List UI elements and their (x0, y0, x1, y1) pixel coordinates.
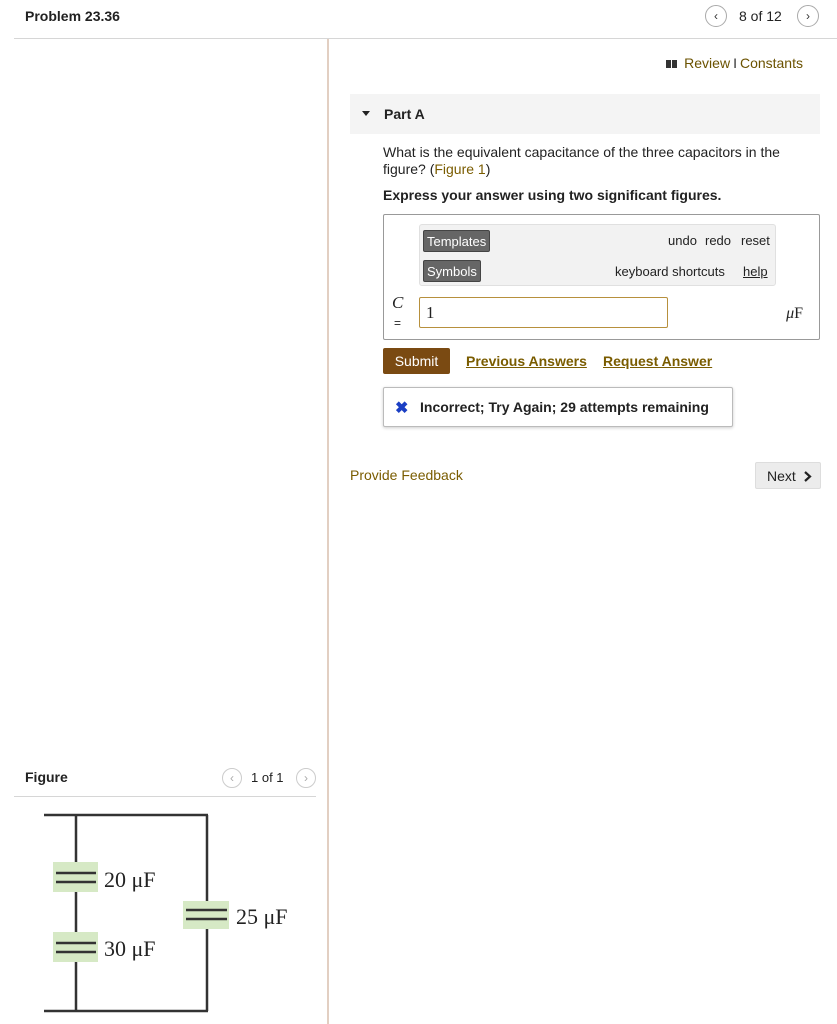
instruction-text: Express your answer using two significant figures. (383, 187, 722, 203)
book-icon (666, 55, 678, 63)
chevron-left-icon: ‹ (714, 9, 718, 23)
prev-problem-button[interactable] (705, 5, 727, 27)
header-divider (14, 38, 837, 39)
caret-down-icon (362, 111, 370, 116)
figure-pager: 1 of 1 (251, 770, 284, 785)
part-a-header[interactable] (350, 94, 820, 134)
capacitor-30 (53, 932, 98, 962)
chevron-left-icon: ‹ (230, 771, 234, 785)
answer-box (383, 214, 820, 340)
unit-prefix: μ (786, 305, 795, 322)
page-indicator: 8 of 12 (739, 8, 782, 24)
answer-input[interactable] (419, 297, 668, 328)
capacitor-label-30: 30 μF (104, 936, 156, 961)
figure-title: Figure (25, 769, 68, 785)
separator: I (733, 55, 737, 71)
question-body: What is the equivalent capacitance of the three capacitors in the figure? ( (383, 144, 780, 177)
chevron-right-icon: › (304, 771, 308, 785)
part-label: Part A (384, 106, 425, 122)
question-text (383, 144, 813, 178)
constants-link[interactable]: Constants (739, 55, 803, 71)
top-bar (0, 0, 837, 38)
figure-prev-button[interactable] (222, 768, 242, 788)
question-close: ) (485, 161, 491, 177)
redo-button[interactable]: redo (705, 233, 732, 248)
reset-button[interactable]: reset (741, 233, 770, 248)
answer-unit (786, 305, 803, 323)
panel-divider[interactable] (327, 39, 329, 1024)
request-answer-link[interactable]: Request Answer (603, 353, 713, 369)
figure-link[interactable]: Figure 1 (434, 161, 486, 177)
provide-feedback-link[interactable]: Provide Feedback (350, 467, 463, 483)
undo-button[interactable]: undo (668, 233, 697, 248)
feedback-message: Incorrect; Try Again; 29 attempts remaining (420, 399, 709, 415)
answer-variable: C (392, 293, 404, 312)
figure-next-button[interactable] (296, 768, 316, 788)
symbols-button[interactable]: Symbols (423, 260, 481, 282)
feedback-box (383, 387, 733, 427)
resources-bar (666, 55, 803, 71)
help-link[interactable]: help (743, 264, 768, 279)
capacitor-25 (183, 901, 229, 929)
math-toolbar (419, 224, 776, 286)
next-button[interactable] (755, 462, 821, 489)
review-link[interactable]: Review (684, 55, 731, 71)
x-icon: ✖ (395, 400, 409, 417)
next-label: Next (767, 468, 796, 484)
capacitor-circuit-diagram (0, 800, 327, 1024)
capacitor-label-25: 25 μF (236, 904, 288, 929)
next-problem-button[interactable] (797, 5, 819, 27)
keyboard-shortcuts-link[interactable]: keyboard shortcuts (615, 264, 725, 279)
capacitor-label-20: 20 μF (104, 867, 156, 892)
previous-answers-link[interactable]: Previous Answers (466, 353, 587, 369)
submit-button[interactable]: Submit (383, 348, 450, 374)
equals-sign: = (394, 316, 402, 330)
chevron-right-icon: › (806, 9, 810, 23)
problem-title: Problem 23.36 (25, 8, 120, 24)
chevron-right-icon (803, 471, 812, 482)
figure-divider (14, 796, 316, 797)
templates-button[interactable]: Templates (423, 230, 490, 252)
capacitor-20 (53, 862, 98, 892)
unit-symbol: F (794, 305, 803, 322)
